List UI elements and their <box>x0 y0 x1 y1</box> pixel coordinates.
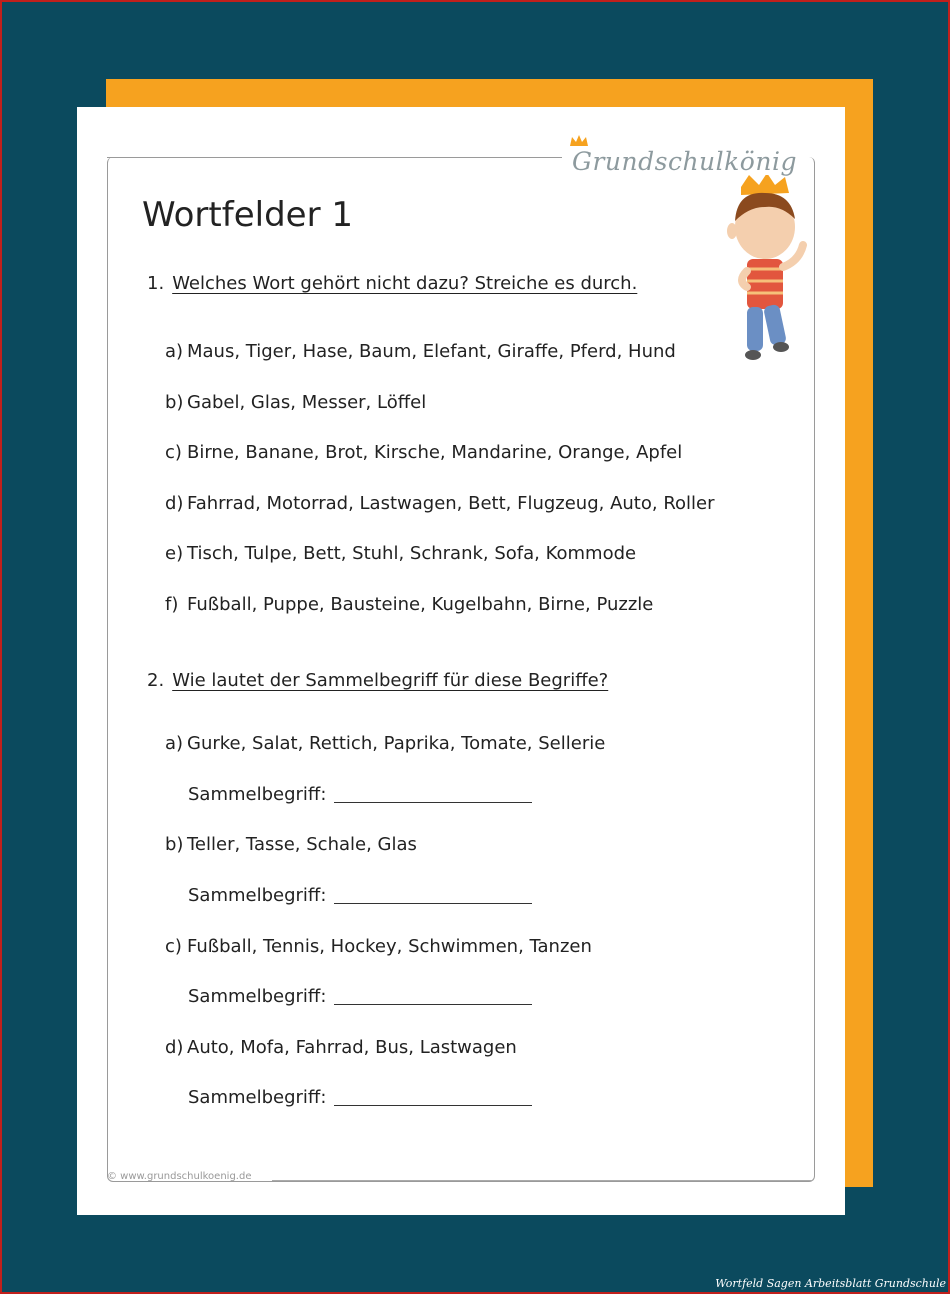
image-caption: Wortfeld Sagen Arbeitsblatt Grundschule <box>715 1277 946 1290</box>
answer-label: Sammelbegriff: <box>188 986 327 1007</box>
boy-with-crown-illustration <box>719 175 809 365</box>
item-label: e) <box>165 543 184 564</box>
item-label: a) <box>165 733 184 754</box>
task-1-item <box>165 543 636 564</box>
item-text: Fußball, Puppe, Bausteine, Kugelbahn, Birne, Puzzle <box>187 594 654 615</box>
footer-url: © www.grundschulkoenig.de <box>107 1171 252 1182</box>
item-text: Teller, Tasse, Schale, Glas <box>187 834 417 855</box>
task-1-heading <box>147 273 637 294</box>
task-1-item <box>165 594 653 615</box>
item-text: Birne, Banane, Brot, Kirsche, Mandarine, Orange, Apfel <box>187 442 683 463</box>
footer-divider <box>272 1180 812 1181</box>
worksheet-title: Wortfelder 1 <box>142 195 353 235</box>
item-label: a) <box>165 341 184 362</box>
item-label: b) <box>165 392 184 413</box>
item-text: Tisch, Tulpe, Bett, Stuhl, Schrank, Sofa, Kommode <box>187 543 637 564</box>
answer-label: Sammelbegriff: <box>188 784 327 805</box>
task-1-item <box>165 442 682 463</box>
worksheet-page <box>77 107 845 1215</box>
item-label: d) <box>165 493 184 514</box>
task-1-item <box>165 392 426 413</box>
answer-blank-line[interactable] <box>334 1105 532 1106</box>
item-text: Auto, Mofa, Fahrrad, Bus, Lastwagen <box>187 1037 517 1058</box>
answer-row <box>188 1087 532 1108</box>
item-label: c) <box>165 442 182 463</box>
answer-blank-line[interactable] <box>334 1004 532 1005</box>
answer-row <box>188 784 532 805</box>
answer-row <box>188 885 532 906</box>
task-2-item <box>165 733 605 754</box>
answer-row <box>188 986 532 1007</box>
task-1-number: 1. <box>147 273 165 294</box>
task-2-item <box>165 936 592 957</box>
task-2-question: Wie lautet der Sammelbegriff für diese Begriffe? <box>172 670 609 691</box>
answer-blank-line[interactable] <box>334 802 532 803</box>
item-text: Gurke, Salat, Rettich, Paprika, Tomate, Sellerie <box>187 733 606 754</box>
item-label: b) <box>165 834 184 855</box>
task-2-number: 2. <box>147 670 165 691</box>
item-text: Gabel, Glas, Messer, Löffel <box>187 392 427 413</box>
item-text: Fußball, Tennis, Hockey, Schwimmen, Tanzen <box>187 936 592 957</box>
task-2-item <box>165 834 417 855</box>
task-2-item <box>165 1037 517 1058</box>
answer-label: Sammelbegriff: <box>188 885 327 906</box>
item-label: f) <box>165 594 179 615</box>
task-2-heading <box>147 670 608 691</box>
task-1-question: Welches Wort gehört nicht dazu? Streiche es durch. <box>172 273 638 294</box>
item-label: d) <box>165 1037 184 1058</box>
item-text: Fahrrad, Motorrad, Lastwagen, Bett, Flugzeug, Auto, Roller <box>187 493 715 514</box>
item-label: c) <box>165 936 182 957</box>
task-1-item <box>165 493 715 514</box>
crown-icon <box>569 135 589 147</box>
item-text: Maus, Tiger, Hase, Baum, Elefant, Giraffe, Pferd, Hund <box>187 341 676 362</box>
task-1-item <box>165 341 676 362</box>
brand-logo: Grundschulkönig <box>572 147 797 176</box>
answer-label: Sammelbegriff: <box>188 1087 327 1108</box>
answer-blank-line[interactable] <box>334 903 532 904</box>
